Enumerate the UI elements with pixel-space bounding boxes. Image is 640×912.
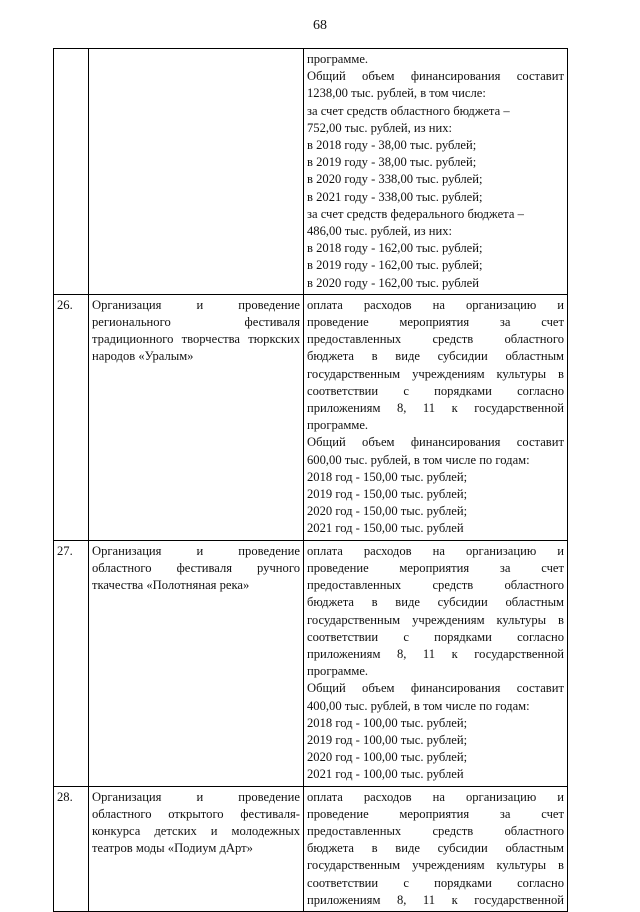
measure-description-line: в 2018 году - 38,00 тыс. рублей; [307,138,477,153]
measure-description-line: 2019 год - 100,00 тыс. рублей; [307,732,468,747]
measure-description-cell [304,294,568,540]
measure-description-line: предоставленных средств областного [307,823,564,838]
row-number: 28. [57,789,73,804]
row-number-cell [54,294,89,540]
measure-description-line: программе. [307,52,369,66]
measure-name-line: областного фестиваля ручного [92,560,300,575]
table-row [54,540,568,786]
measure-description-line: бюджета в виде субсидии областным [307,349,564,364]
measure-description-line: в 2018 году - 162,00 тыс. рублей; [307,241,483,256]
measure-name-line: традиционного творчества тюркских [92,332,300,347]
row-number-cell [54,49,89,295]
measure-name-line: Организация и проведение [92,543,300,558]
measure-description-line: 2020 год - 150,00 тыс. рублей; [307,504,468,519]
measure-description-line: в 2021 году - 338,00 тыс. рублей; [307,189,483,204]
measure-name-line: ткачества «Полотняная река» [92,578,250,593]
table-row [54,294,568,540]
measure-description-line: оплата расходов на организацию и [307,543,564,558]
measure-description-line: бюджета в виде субсидии областным [307,595,564,610]
measure-description-line: Общий объем финансирования составит [307,681,564,696]
measure-description-line: проведение мероприятия за счет [307,806,564,821]
measure-description-line: в 2020 году - 162,00 тыс. рублей [307,275,480,290]
measure-description-line: в 2019 году - 38,00 тыс. рублей; [307,155,477,170]
row-number-cell [54,786,89,911]
measure-description-line: 2021 год - 100,00 тыс. рублей [307,767,464,782]
measure-description-line: проведение мероприятия за счет [307,315,564,330]
measure-description-line: оплата расходов на организацию и [307,789,564,804]
measure-description-line: 2020 год - 100,00 тыс. рублей; [307,750,468,765]
measure-name-line: Организация и проведение [92,297,300,312]
measure-description-line: в 2020 году - 338,00 тыс. рублей; [307,172,483,187]
measure-description-line: бюджета в виде субсидии областным [307,841,564,856]
measure-description-line: приложениям 8, 11 к государственной [307,892,564,907]
measure-name-line: областного открытого фестиваля- [92,806,300,821]
measure-name-cell [89,786,304,911]
measure-description-line: соответствии с порядками согласно [307,875,564,890]
measure-description-line: 600,00 тыс. рублей, в том числе по годам: [307,452,530,467]
program-measures-table [53,48,568,912]
table-row [54,49,568,295]
measure-description-line: государственным учреждениям культуры в [307,858,564,873]
measure-name-cell [89,49,304,295]
measure-description-line: государственным учреждениям культуры в [307,612,564,627]
measure-description-line: за счет средств федерального бюджета – [307,206,524,221]
measure-description-line: 1238,00 тыс. рублей, в том числе: [307,86,486,101]
measure-description-line: предоставленных средств областного [307,332,564,347]
measure-description-line: в 2019 году - 162,00 тыс. рублей; [307,258,483,273]
measure-description-line: соответствии с порядками согласно [307,629,564,644]
measure-description-line: программе. [307,664,369,679]
measure-name-line: театров моды «Подиум дАрт» [92,841,253,856]
measure-description-line: 2018 год - 150,00 тыс. рублей; [307,469,468,484]
measure-description-line: 2018 год - 100,00 тыс. рублей; [307,715,468,730]
measure-description-line: 486,00 тыс. рублей, из них: [307,224,453,239]
measure-description-cell [304,540,568,786]
page-number: 68 [313,18,327,33]
measure-name-cell [89,540,304,786]
measure-description-line: Общий объем финансирования составит [307,435,564,450]
measure-description-line: государственным учреждениям культуры в [307,366,564,381]
measure-description-line: приложениям 8, 11 к государственной [307,646,564,661]
measure-description-line: 752,00 тыс. рублей, из них: [307,120,453,135]
measure-name-line: конкурса детских и молодежных [92,823,300,838]
measure-description-line: программе. [307,418,369,433]
measure-name-line: народов «Уралым» [92,349,194,364]
table-row [54,786,568,911]
row-number: 26. [57,297,73,312]
measure-description-line: 400,00 тыс. рублей, в том числе по годам: [307,698,530,713]
measure-description-line: проведение мероприятия за счет [307,560,564,575]
measure-description-line: за счет средств областного бюджета – [307,103,510,118]
measure-name-line: регионального фестиваля [92,315,300,330]
measure-description-line: 2021 год - 150,00 тыс. рублей [307,521,464,536]
row-number-cell [54,540,89,786]
measure-description-cell [304,786,568,911]
measure-name-cell [89,294,304,540]
measure-description-cell [304,49,568,295]
row-number: 27. [57,543,73,558]
measure-description-line: оплата расходов на организацию и [307,297,564,312]
measure-description-line: предоставленных средств областного [307,578,564,593]
measure-description-line: 2019 год - 150,00 тыс. рублей; [307,487,468,502]
measure-description-line: соответствии с порядками согласно [307,383,564,398]
measure-description-line: Общий объем финансирования составит [307,69,564,84]
measure-description-line: приложениям 8, 11 к государственной [307,401,564,416]
measure-name-line: Организация и проведение [92,789,300,804]
